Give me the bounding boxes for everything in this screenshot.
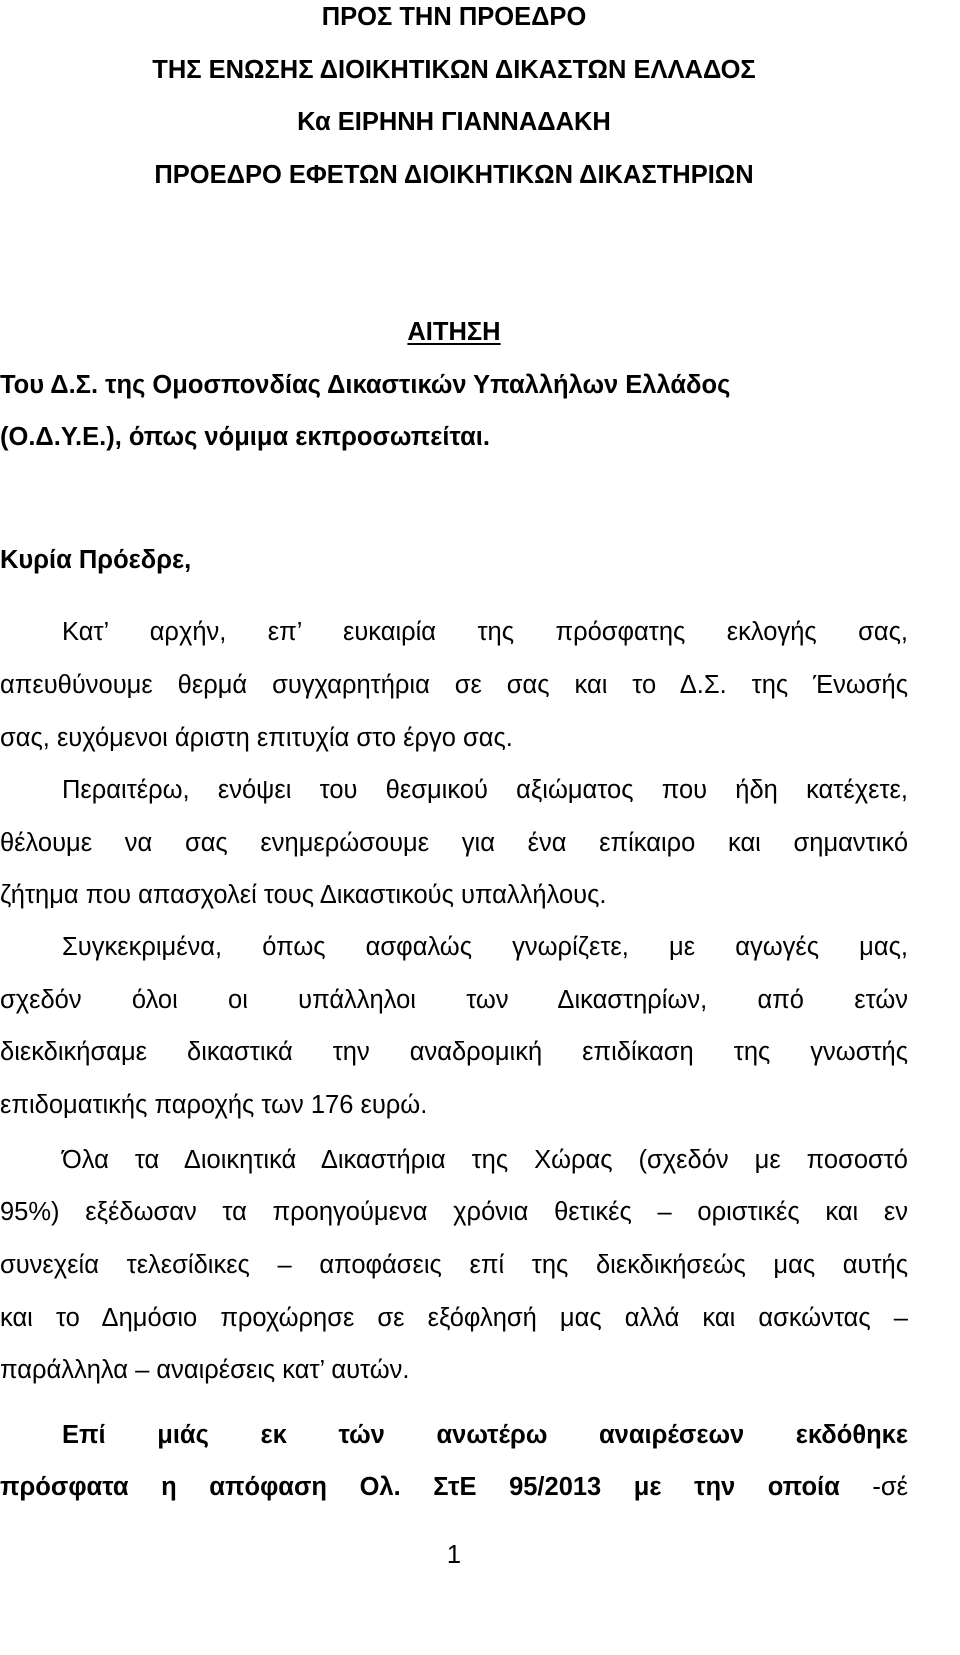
text-line <box>0 1470 908 1504</box>
text-line: Επί μιάς εκ τών ανωτέρω αναιρέσεων εκδόθηκε <box>62 1421 908 1449</box>
text-tail: -σέ <box>872 1473 908 1501</box>
text-line: 95%) εξέδωσαν τα προηγούμενα χρόνια θετικές – οριστικές και εν <box>0 1198 908 1226</box>
addressee-line: ΠΡΟΕΔΡΟ ΕΦΕΤΩΝ ΔΙΟΙΚΗΤΙΚΩΝ ΔΙΚΑΣΤΗΡΙΩΝ <box>154 161 754 189</box>
text-line: Κατ’ αρχήν, επ’ ευκαιρία της πρόσφατης εκλογής σας, <box>62 618 908 646</box>
text-line: παράλληλα – αναιρέσεις κατ’ αυτών. <box>0 1356 410 1384</box>
title-text: ΑΙΤΗΣΗ <box>407 318 501 346</box>
document-title <box>0 315 908 349</box>
addressee-line: ΤΗΣ ΕΝΩΣΗΣ ΔΙΟΙΚΗΤΙΚΩΝ ΔΙΚΑΣΤΩΝ ΕΛΛΑΔΟΣ <box>152 56 756 84</box>
text-line: συνεχεία τελεσίδικες – αποφάσεις επί της διεκδικήσεώς μας αυτής <box>0 1251 908 1279</box>
text-line: θέλουμε να σας ενημερώσουμε για ένα επίκαιρο και σημαντικό <box>0 829 908 857</box>
text-line: διεκδικήσαμε δικαστικά την αναδρομική επιδίκαση της γνωστής <box>0 1038 908 1066</box>
text-line: Όλα τα Διοικητικά Δικαστήρια της Χώρας (σχεδόν με ποσοστό <box>62 1146 908 1174</box>
text-line: απευθύνουμε θερμά συγχαρητήρια σε σας και το Δ.Σ. της Ένωσής <box>0 671 908 699</box>
text-line: επιδοματικής παροχής των 176 ευρώ. <box>0 1091 428 1119</box>
text-line: και το Δημόσιο προχώρησε σε εξόφλησή μας αλλά και ασκώντας – <box>0 1304 908 1332</box>
addressee-line: ΠΡΟΣ ΤΗΝ ΠΡΟΕΔΡΟ <box>321 3 587 31</box>
text-line: ζήτημα που απασχολεί τους Δικαστικούς υπαλλήλους. <box>0 881 607 909</box>
salutation: Κυρία Πρόεδρε, <box>0 546 192 574</box>
page-number: 1 <box>446 1541 462 1569</box>
sender-line: (Ο.Δ.Υ.Ε.), όπως νόμιμα εκπροσωπείται. <box>0 423 490 451</box>
text-line: σχεδόν όλοι οι υπάλληλοι των Δικαστηρίων, από ετών <box>0 986 908 1014</box>
text-line: Περαιτέρω, ενόψει του θεσμικού αξιώματος που ήδη κατέχετε, <box>62 776 908 804</box>
text-line: Συγκεκριμένα, όπως ασφαλώς γνωρίζετε, με αγωγές μας, <box>62 933 908 961</box>
bold-text: πρόσφατα η απόφαση Ολ. ΣτΕ 95/2013 με την οποία <box>0 1473 840 1501</box>
text-line: σας, ευχόμενοι άριστη επιτυχία στο έργο σας. <box>0 724 513 752</box>
addressee-line: Κα ΕΙΡΗΝΗ ΓΙΑΝΝΑΔΑΚΗ <box>297 108 611 136</box>
sender-line: Του Δ.Σ. της Ομοσπονδίας Δικαστικών Υπαλλήλων Ελλάδος <box>0 371 731 399</box>
